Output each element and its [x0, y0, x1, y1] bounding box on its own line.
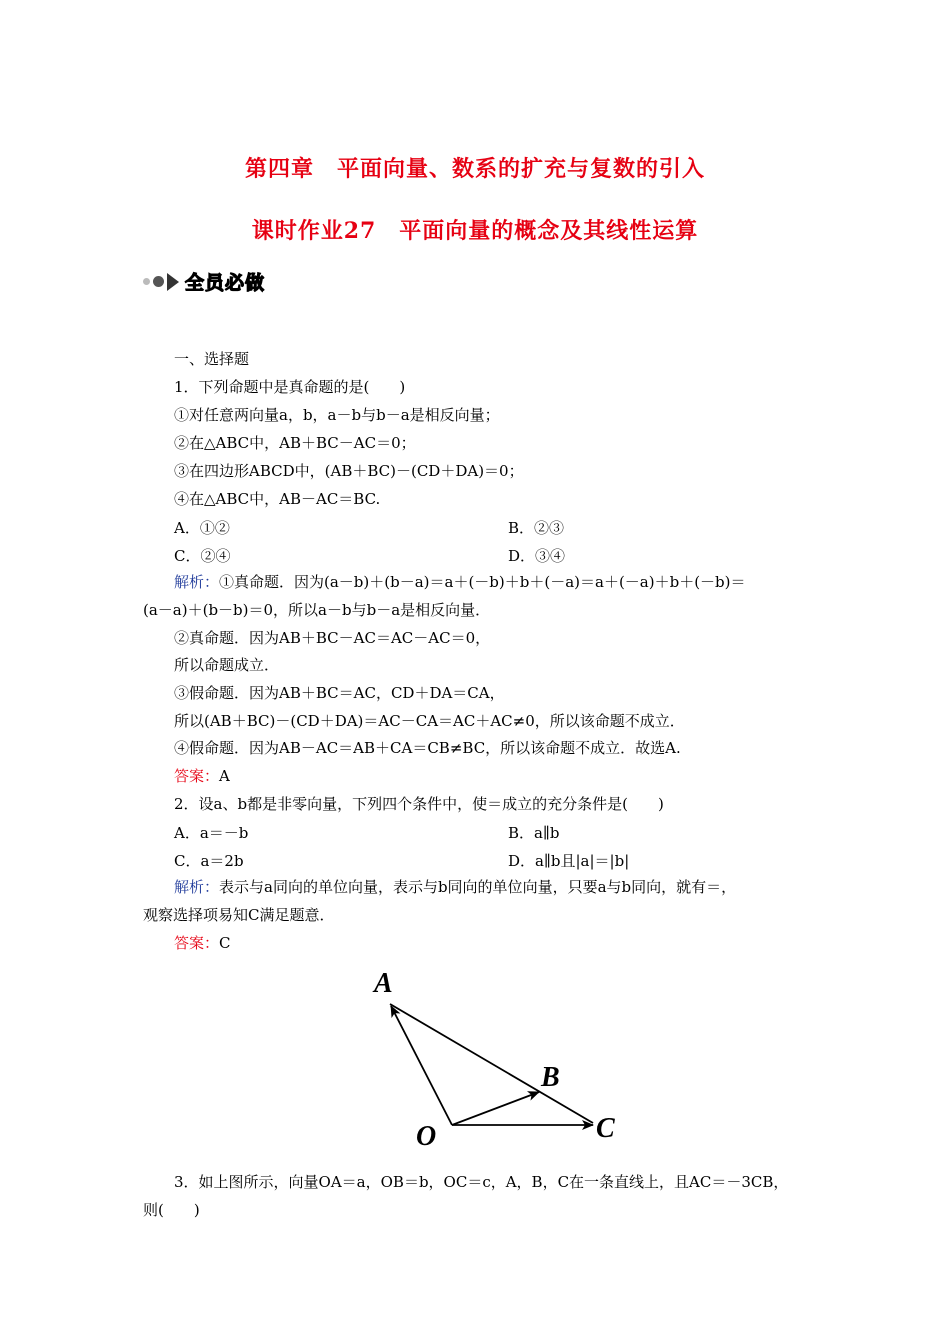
section-banner	[143, 268, 265, 295]
q1-item-3: ③在四边形ABCD中，(AB＋BC)－(CD＋DA)＝0；	[174, 462, 524, 480]
q1-option-a: A．①②	[174, 519, 230, 537]
answer-value: A	[219, 767, 230, 785]
q2-analysis-line-1	[174, 877, 736, 897]
q1-item-2: ②在△ABC中，AB＋BC－AC＝0；	[174, 434, 416, 452]
analysis-text: ①真命题．因为(a－b)＋(b－a)＝a＋(－b)＋b＋(－a)＝a＋(－a)＋b＋(－b)＝	[219, 573, 746, 591]
q1-analysis-line-3: ②真命题．因为AB＋BC－AC＝AC－AC＝0，	[174, 629, 491, 647]
q1-analysis-line-2: (a－a)＋(b－b)＝0，所以a－b与b－a是相反向量．	[143, 601, 491, 619]
q1-stem: 1．下列命题中是真命题的是( )	[174, 378, 406, 396]
q1-option-b: B．②③	[508, 519, 565, 537]
q1-analysis-line-5: ③假命题．因为AB＋BC＝AC，CD＋DA＝CA，	[174, 684, 505, 702]
q2-analysis-line-2: 观察选择项易知C满足题意．	[143, 906, 335, 924]
large-dot-icon	[153, 276, 164, 287]
lesson-title: 课时作业27 平面向量的概念及其线性运算	[251, 218, 699, 244]
q3-stem-line-2: 则( )	[143, 1201, 200, 1219]
q1-analysis-line-1	[174, 572, 746, 592]
q2-answer	[174, 933, 231, 953]
q3-stem-line-1: 3．如上图所示，向量OA＝a，OB＝b，OC＝c，A，B，C在一条直线上，且AC＝－3CB，	[174, 1173, 789, 1191]
point-a-label: A	[374, 968, 393, 999]
q2-stem: 2．设a、b都是非零向量，下列四个条件中，使＝成立的充分条件是( )	[174, 795, 664, 813]
q2-option-d: D．a∥b且|a|＝|b|	[508, 852, 630, 870]
q1-analysis-line-4: 所以命题成立．	[174, 656, 280, 674]
point-b-label: B	[541, 1062, 560, 1093]
q2-option-a: A．a＝－b	[174, 824, 249, 842]
q1-option-c: C．②④	[174, 547, 231, 565]
vector-ob	[452, 1092, 539, 1125]
point-c-label: C	[596, 1113, 615, 1144]
analysis-label: 解析：	[174, 573, 220, 591]
banner-label: 全员必做	[185, 272, 266, 294]
section-heading: 一、选择题	[174, 350, 250, 368]
arrow-icon	[167, 273, 179, 291]
chapter-title: 第四章 平面向量、数系的扩充与复数的引入	[244, 156, 705, 182]
small-dot-icon	[143, 278, 150, 285]
point-o-label: O	[416, 1121, 437, 1152]
vector-figure	[360, 960, 630, 1155]
answer-label: 答案：	[174, 934, 220, 952]
q1-analysis-line-6: 所以(AB＋BC)－(CD＋DA)＝AC－CA＝AC＋AC≠0，所以该命题不成立．	[174, 712, 685, 730]
q2-option-c: C．a＝2b	[174, 852, 244, 870]
q1-option-d: D．③④	[508, 547, 566, 565]
analysis-label: 解析：	[174, 878, 220, 896]
q1-item-4: ④在△ABC中，AB－AC＝BC.	[174, 490, 381, 508]
q2-option-b: B．a∥b	[508, 824, 560, 842]
vector-oa	[391, 1006, 452, 1125]
q1-answer	[174, 766, 230, 786]
q1-item-1: ①对任意两向量a，b，a－b与b－a是相反向量；	[174, 406, 500, 424]
analysis-text: 表示与a同向的单位向量，表示与b同向的单位向量，只要a与b同向，就有＝，	[219, 878, 737, 896]
q1-analysis-line-7: ④假命题．因为AB－AC＝AB＋CA＝CB≠BC，所以该命题不成立．故选A.	[174, 739, 681, 757]
answer-label: 答案：	[174, 767, 220, 785]
answer-value: C	[219, 934, 231, 952]
